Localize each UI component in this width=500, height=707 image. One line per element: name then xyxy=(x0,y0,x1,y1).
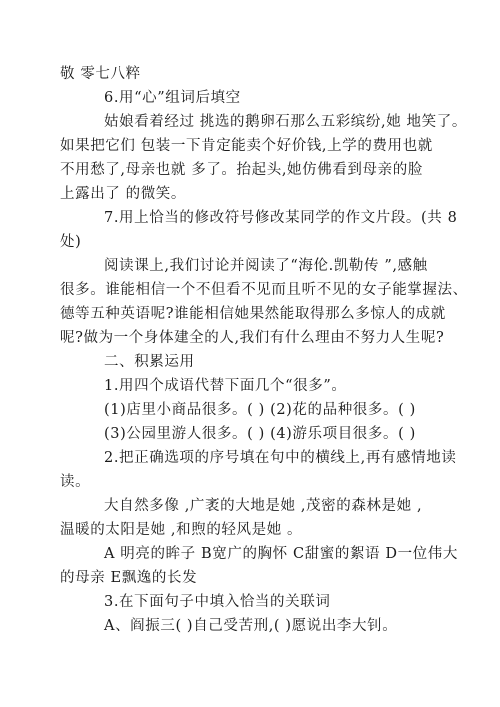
text-line: 大自然多像 ,广袤的大地是她 ,茂密的森林是她 , xyxy=(104,498,423,514)
text-line: 的母亲 E飘逸的长发 xyxy=(60,570,198,586)
text-line: 7.用上恰当的修改符号修改某同学的作文片段。(共 8 xyxy=(104,210,458,226)
text-line: 很多。谁能相信一个不但看不见而且听不见的女子能掌握法、 xyxy=(60,282,468,298)
text-line: 温暖的太阳是她 ,和煦的轻风是她 。 xyxy=(60,522,303,538)
text-line: 1.用四个成语代替下面几个“很多”。 xyxy=(104,378,347,394)
text-line: 二、积累运用 xyxy=(104,354,195,370)
text-line: 德等五种英语呢?谁能相信她果然能取得那么多惊人的成就 xyxy=(60,306,446,322)
text-line: (3)公园里游人很多。( ) (4)游乐项目很多。( ) xyxy=(104,426,416,442)
text-line: 姑娘看着经过 挑选的鹅卵石那么五彩缤纷,她 地笑了。 xyxy=(104,114,467,130)
text-line: A、阎振三( )自己受苦刑,( )愿说出李大钊。 xyxy=(104,618,398,634)
text-line: 3.在下面句子中填入恰当的关联词 xyxy=(104,594,331,610)
text-line: 上露出了 的微笑。 xyxy=(60,186,187,202)
text-line: 敬 零七八粹 xyxy=(60,66,141,82)
text-line: (1)店里小商品很多。( ) (2)花的品种很多。( ) xyxy=(104,402,416,418)
text-line: 阅读课上,我们讨论并阅读了“海伦.凯勒传 ”,感触 xyxy=(104,258,428,274)
text-line: 如果把它们 包装一下肯定能卖个好价钱,上学的费用也就 xyxy=(60,138,433,154)
text-line: 处) xyxy=(60,234,82,250)
text-line: 2.把正确选项的序号填在句中的横线上,再有感情地读 xyxy=(104,450,457,466)
text-line: 读。 xyxy=(60,474,91,490)
text-line: A 明亮的眸子 B宽广的胸怀 C甜蜜的絮语 D一位伟大 xyxy=(104,546,458,562)
text-line: 呢?做为一个身体建全的人,我们有什么理由不努力人生呢? xyxy=(60,330,445,346)
text-line: 不用愁了,母亲也就 多了。抬起头,她仿佛看到母亲的脸 xyxy=(60,162,423,178)
text-line: 6.用“心”组词后填空 xyxy=(104,90,241,106)
